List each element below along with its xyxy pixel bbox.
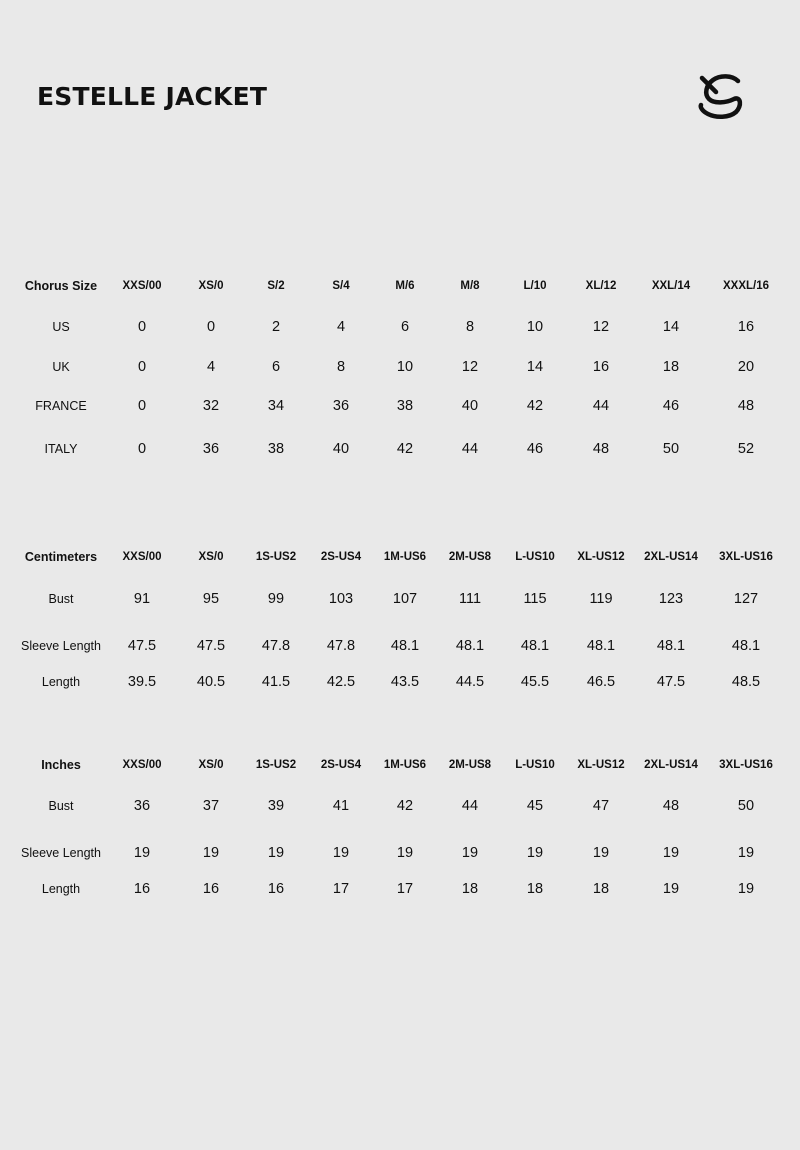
table-cell: 41.5	[261, 674, 291, 690]
header-cell: M/6	[395, 280, 415, 292]
header-cell: L-US10	[515, 759, 555, 771]
table-cell: 47.8	[261, 638, 291, 654]
table-cell: 14	[662, 319, 680, 335]
table-cell: 34	[267, 398, 285, 414]
row-label: Bust	[48, 799, 74, 813]
table-cell: 19	[592, 845, 610, 861]
table-cell: 36	[202, 441, 220, 457]
row-label: Sleeve Length	[21, 639, 101, 653]
table-cell: 19	[662, 881, 680, 897]
table-cell: 4	[206, 359, 216, 375]
chorus-logo-icon	[696, 72, 744, 122]
table-cell: 52	[737, 441, 755, 457]
row-label: Sleeve Length	[21, 846, 101, 860]
table-cell: 40	[332, 441, 350, 457]
table-cell: 43.5	[390, 674, 420, 690]
header-cell: 2M-US8	[448, 759, 492, 771]
table-cell: 48	[592, 441, 610, 457]
table-cell: 95	[202, 591, 220, 607]
table-row	[0, 833, 800, 873]
table-cell: 42	[526, 398, 544, 414]
table-cell: 115	[523, 591, 547, 607]
table-cell: 42	[396, 798, 414, 814]
table-cell: 18	[526, 881, 544, 897]
table-row	[0, 347, 800, 387]
table-row	[0, 579, 800, 619]
header-cell: L-US10	[515, 551, 555, 563]
table-cell: 19	[737, 881, 755, 897]
table-cell: 44	[592, 398, 610, 414]
row-label: Length	[41, 882, 81, 896]
table-cell: 19	[737, 845, 755, 861]
table-cell: 16	[592, 359, 610, 375]
table-cell: 48.1	[520, 638, 550, 654]
table-cell: 19	[396, 845, 414, 861]
table-cell: 19	[267, 845, 285, 861]
table-cell: 44	[461, 441, 479, 457]
table-cell: 46	[662, 398, 680, 414]
header-cell: XL-US12	[577, 759, 625, 771]
table-row	[0, 307, 800, 347]
header-cell: XXS/00	[122, 280, 162, 292]
table-cell: 46	[526, 441, 544, 457]
table-cell: 48	[662, 798, 680, 814]
table-cell: 41	[332, 798, 350, 814]
table-cell: 19	[202, 845, 220, 861]
header-cell: XS/0	[198, 759, 224, 771]
table-cell: 17	[396, 881, 414, 897]
header-cell: 1S-US2	[255, 759, 297, 771]
table-cell: 18	[592, 881, 610, 897]
table-cell: 17	[332, 881, 350, 897]
table-cell: 32	[202, 398, 220, 414]
page-title: ESTELLE JACKET	[37, 82, 268, 111]
table-cell: 48.1	[455, 638, 485, 654]
header-cell: 2XL-US14	[644, 759, 698, 771]
header-cell: 2XL-US14	[644, 551, 698, 563]
table-cell: 12	[592, 319, 610, 335]
table-cell: 127	[733, 591, 759, 607]
header-cell: 3XL-US16	[719, 551, 773, 563]
table-cell: 20	[737, 359, 755, 375]
table-cell: 48.1	[656, 638, 686, 654]
table-cell: 111	[458, 591, 482, 607]
row-label: Bust	[48, 592, 74, 606]
table-cell: 16	[202, 881, 220, 897]
header-cell: 3XL-US16	[719, 759, 773, 771]
table-cell: 47	[592, 798, 610, 814]
table-cell: 39.5	[127, 674, 157, 690]
table-cell: 6	[271, 359, 281, 375]
header-cell: Chorus Size	[24, 279, 98, 293]
table-cell: 4	[336, 319, 346, 335]
table-cell: 0	[137, 319, 147, 335]
table-cell: 46.5	[586, 674, 616, 690]
table-cell: 16	[267, 881, 285, 897]
table-cell: 14	[526, 359, 544, 375]
table-cell: 123	[658, 591, 684, 607]
table-row	[0, 786, 800, 826]
table-cell: 40	[461, 398, 479, 414]
table-cell: 39	[267, 798, 285, 814]
header-cell: 1S-US2	[255, 551, 297, 563]
table-cell: 99	[267, 591, 285, 607]
header-cell: 1M-US6	[383, 759, 427, 771]
table-cell: 44	[461, 798, 479, 814]
table-cell: 48.1	[586, 638, 616, 654]
header-cell: XXS/00	[122, 759, 162, 771]
table-cell: 37	[202, 798, 220, 814]
table-cell: 47.5	[127, 638, 157, 654]
table-cell: 42	[396, 441, 414, 457]
table-cell: 103	[328, 591, 354, 607]
table-cell: 10	[526, 319, 544, 335]
table-cell: 0	[137, 398, 147, 414]
table-cell: 12	[461, 359, 479, 375]
table-row	[0, 869, 800, 909]
header-cell: XXL/14	[651, 280, 691, 292]
header-cell: 2M-US8	[448, 551, 492, 563]
table-cell: 48.5	[731, 674, 761, 690]
table-cell: 8	[465, 319, 475, 335]
table-cell: 47.5	[196, 638, 226, 654]
table-cell: 2	[271, 319, 281, 335]
row-label: UK	[52, 360, 70, 374]
table-cell: 40.5	[196, 674, 226, 690]
header-cell: M/8	[460, 280, 480, 292]
header-cell: XL-US12	[577, 551, 625, 563]
table-cell: 107	[392, 591, 418, 607]
table-cell: 16	[133, 881, 151, 897]
table-cell: 38	[267, 441, 285, 457]
table-cell: 50	[662, 441, 680, 457]
table-cell: 19	[133, 845, 151, 861]
table-cell: 18	[461, 881, 479, 897]
header-cell: XL/12	[585, 280, 617, 292]
table-header-row	[0, 266, 800, 306]
table-cell: 38	[396, 398, 414, 414]
header-cell: XXXL/16	[722, 280, 770, 292]
table-cell: 18	[662, 359, 680, 375]
row-label: ITALY	[44, 442, 78, 456]
header-cell: 2S-US4	[320, 759, 362, 771]
table-cell: 50	[737, 798, 755, 814]
header-cell: XXS/00	[122, 551, 162, 563]
table-cell: 19	[332, 845, 350, 861]
header-cell: XS/0	[198, 280, 224, 292]
table-cell: 6	[400, 319, 410, 335]
row-label: US	[52, 320, 70, 334]
header-cell: Inches	[41, 758, 81, 772]
table-cell: 0	[206, 319, 216, 335]
table-cell: 19	[461, 845, 479, 861]
row-label: Length	[41, 675, 81, 689]
header-cell: S/2	[267, 280, 285, 292]
table-cell: 16	[737, 319, 755, 335]
table-header-row	[0, 745, 800, 785]
header-cell: XS/0	[198, 551, 224, 563]
header-cell: Centimeters	[24, 550, 98, 564]
table-cell: 10	[396, 359, 414, 375]
table-cell: 8	[336, 359, 346, 375]
table-cell: 48.1	[390, 638, 420, 654]
table-cell: 91	[133, 591, 151, 607]
table-row	[0, 626, 800, 666]
header-cell: 2S-US4	[320, 551, 362, 563]
header-cell: 1M-US6	[383, 551, 427, 563]
header-cell: L/10	[523, 280, 547, 292]
table-cell: 0	[137, 441, 147, 457]
table-cell: 19	[662, 845, 680, 861]
table-cell: 42.5	[326, 674, 356, 690]
table-header-row	[0, 537, 800, 577]
row-label: FRANCE	[35, 399, 87, 413]
table-cell: 0	[137, 359, 147, 375]
table-row	[0, 386, 800, 426]
table-cell: 45.5	[520, 674, 550, 690]
table-row	[0, 429, 800, 469]
table-cell: 119	[589, 591, 613, 607]
table-cell: 36	[133, 798, 151, 814]
table-cell: 48.1	[731, 638, 761, 654]
table-cell: 19	[526, 845, 544, 861]
table-cell: 44.5	[455, 674, 485, 690]
table-row	[0, 662, 800, 702]
table-cell: 47.8	[326, 638, 356, 654]
table-cell: 47.5	[656, 674, 686, 690]
table-cell: 36	[332, 398, 350, 414]
table-cell: 45	[526, 798, 544, 814]
header-cell: S/4	[332, 280, 350, 292]
table-cell: 48	[737, 398, 755, 414]
